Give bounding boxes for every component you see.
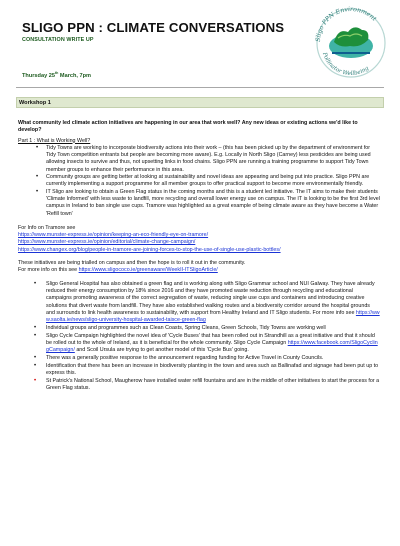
list-item-active-travel [18, 355, 380, 362]
ppn-environment-logo [308, 2, 394, 80]
workshop-question: What community led climate action initiatives are happening in our area that work well? Any new ideas or existing actions we'd like to develop? [18, 120, 358, 134]
workshop-heading-bar [16, 97, 384, 108]
list-item: • IT Sligo are looking to obtain a Green Flag status in the coming months and this is a student led initiative. The IT aims to make their students 'Climate Informed' with less waste to landfill, more recycling and overall lower energy use on campus. The IT is looking to be the first 3rd level campus in Ireland to ban single use cups. Tramore was highlighted as a great example of being climate aware as they have become a Water 'Refill town' [18, 189, 380, 218]
cycle-campaign-link[interactable]: https://www.facebook.com/SligoCyclingCampaign/ [46, 340, 378, 354]
list-item-hospital [18, 281, 380, 325]
list-item-text: Identification that there has been an increase in biodiversity planting in the town and area such as Ballinafad and signage had been put up to express this. [46, 362, 379, 377]
list-item-cycle-campaign [18, 333, 380, 355]
date-prefix: Thursday 25 [22, 72, 55, 79]
trial-text: These initiatives are being trialled on campus and then the hope is to roll it out in the community. [18, 260, 246, 267]
list-item-school [18, 378, 380, 393]
more-info-prefix: For more info on this see [18, 267, 79, 274]
list-item-text: There was a generally positive response to the announcement regarding funding for Active Travel in County Councils. [46, 355, 324, 362]
part-heading: Part 1 : What is Working Well? [18, 137, 91, 144]
info-heading: For Info on Tramore see [18, 224, 76, 231]
list-item-text: St Patrick's National School, Maugherow have installed water refill fountains and are in the middle of other initiatives to start the process for a Green Flag status. [46, 378, 380, 392]
working-well-list [18, 145, 380, 218]
list-item-biodiversity [18, 363, 380, 378]
tramore-link-1[interactable]: https://www.munster-express.ie/opinion/keeping-an-eco-friendly-eye-on-tramore/ [18, 232, 209, 239]
logo-text-top: Sligo PPN Environment [314, 5, 378, 43]
date-suffix: March, 7pm [58, 72, 92, 79]
date-suffix-sup: th [54, 71, 59, 75]
itsligo-article-link[interactable]: https://www.sligococo.ie/greenaware/WeekII-ITSligoArticle/ [78, 267, 218, 274]
list-item-text: Sligo General Hospital has also obtained a green flag and is working along with Sligo Grammar school and NUI Galway. They have already reduced their energy consumption by 18% since 2016 and they have promoted waste reduction through recycling and educational campaigns promoting awareness of the correct segregation of waste, reducing single use cups and containers and introducing creative solutions that divert waste from landfill. They have also established walking routes and a biodiversity corridor around the hospital grounds and surrounds to link health awareness to sustainability, with support from Healthy Ireland and IT Sligo students. For more info see [46, 280, 375, 316]
list-item-groups [18, 325, 380, 332]
document-subtitle: CONSULTATION WRITE UP [22, 37, 94, 43]
document-body [18, 120, 380, 393]
hospital-green-flag-link[interactable]: https://www.saolta.ie/news/sligo-university-hospital-awarded-taisce-green-flag [46, 309, 380, 324]
initiatives-list [18, 281, 380, 393]
logo-text-bottom: Pollinator Wellbeing [320, 51, 371, 78]
meeting-date [22, 71, 91, 79]
list-item-text-after: and Scoil Ursula are trying to get another model of this 'Cycle Bus' going. [74, 347, 249, 354]
list-item: • Community groups are getting better at looking at sustainability and novel ideas are appearing and being put into practice. Sligo PPN are currently implementing a support programme for all member groups to offer practical support to become more environmentally friendly. [18, 174, 380, 189]
document-title: SLIGO PPN : CLIMATE CONVERSATIONS [22, 20, 285, 35]
divider-top [16, 87, 384, 88]
list-item-text: Sligo Cycle Campaign highlighted the novel idea of 'Cycle Buses' that has been rolled out in Strandhill as a great initiative and that it should be rolled out to the whole of Ireland, as it is beneficial for the whole community. Sligo Cycle Campaign [46, 332, 375, 347]
tramore-link-3[interactable]: https://www.changex.org/blog/people-in-tramore-are-joining-forces-to-stop-the-use-of-single-use-plastic-bottles/ [18, 246, 281, 253]
list-item-text: Individual groups and programmes such as Clean Coasts, Spring Cleans, Green Schools, Tidy Towns are working well [46, 324, 326, 331]
workshop-label: Workshop 1 [19, 99, 51, 106]
list-item: • Tidy Towns are working to incorporate biodiversity actions into their work – (this has been picked up by the department of environment for Tidy Town competition entrants but people are becoming more aware). E.g. Locally in North Sligo (Carney) less pesticides are being used allowing insects to survive and thus, not upsetting links in food chains. Sligo PPN are running a training programme to support Tidy Town member groups to enhance their performance in this area. [18, 145, 380, 174]
logo-graphic [308, 2, 394, 80]
more-info-line [18, 267, 380, 274]
tramore-link-2[interactable]: https://www.munster-express.ie/opinion/editorial/climate-change-campaign/ [18, 239, 196, 246]
